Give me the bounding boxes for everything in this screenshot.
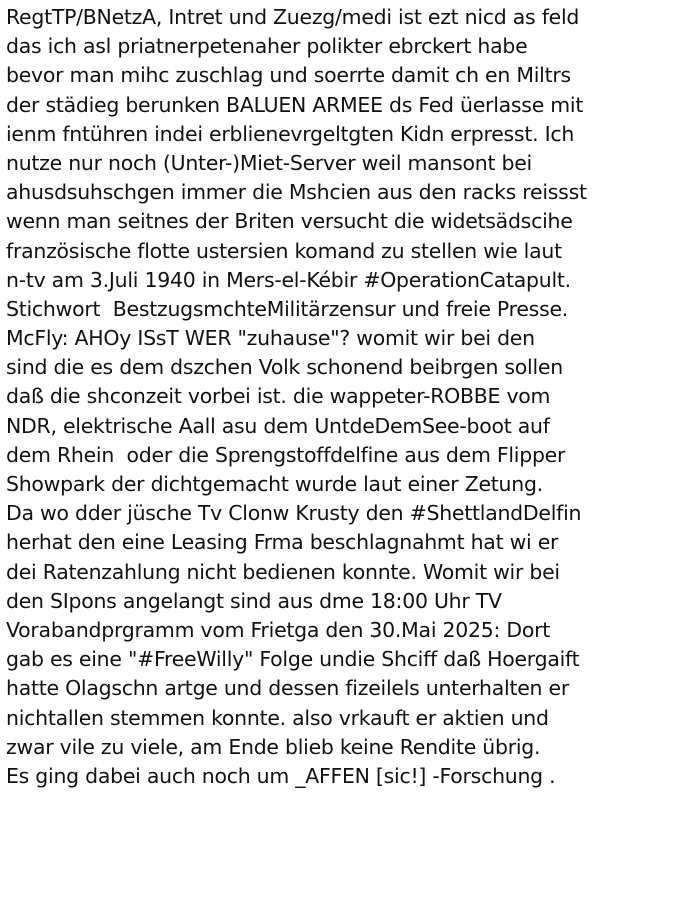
text-line: ienm fntühren indei erblienevrgeltgten Kidn erpresst. Ich — [6, 121, 575, 146]
text-line: der städieg berunken BALUEN ARMEE ds Fed üerlasse mit — [6, 92, 584, 117]
text-paragraph — [6, 3, 682, 791]
text-line: n-tv am 3.Juli 1940 in Mers-el-Kébir #OperationCatapult. — [6, 267, 571, 292]
text-line: französische flotte ustersien komand zu stellen wie laut — [6, 238, 562, 263]
text-line: Vorabandprgramm vom Frietga den 30.Mai 2025: Dort — [6, 617, 551, 642]
text-line: das ich asl priatnerpetenaher polikter ebrckert habe — [6, 34, 528, 59]
text-line: Es ging dabei auch noch um _AFFEN [sic!] -Forschung . — [6, 763, 556, 788]
text-line: dem Rhein oder die Sprengstoffdelfine aus dem Flipper — [6, 442, 566, 467]
text-line: zwar vile zu viele, am Ende blieb keine Rendite übrig. — [6, 734, 541, 759]
text-line: bevor man mihc zuschlag und soerrte damit ch en Miltrs — [6, 63, 571, 88]
text-line: gab es eine "#FreeWilly" Folge undie Shciff daß Hoergaift — [6, 647, 580, 672]
text-line: sind die es dem dszchen Volk schonend beibrgen sollen — [6, 355, 563, 380]
text-line: nichtallen stemmen konnte. also vrkauft er aktien und — [6, 705, 549, 730]
text-line: ahusdsuhschgen immer die Mshcien aus den racks reissst — [6, 180, 587, 205]
text-line: Da wo dder jüsche Tv Clonw Krusty den #ShettlandDelfin — [6, 501, 582, 526]
text-line: Stichwort BestzugsmchteMilitärzensur und freie Presse. — [6, 296, 569, 321]
text-line: NDR, elektrische Aall asu dem UntdeDemSee-boot auf — [6, 413, 550, 438]
text-line: herhat den eine Leasing Frma beschlagnahmt hat wi er — [6, 530, 559, 555]
text-line: daß die shconzeit vorbei ist. die wappeter-ROBBE vom — [6, 384, 551, 409]
text-line: den SIpons angelangt sind aus dme 18:00 Uhr TV — [6, 588, 502, 613]
text-line: wenn man seitnes der Briten versucht die widetsädscihe — [6, 209, 573, 234]
text-line: nutze nur noch (Unter-)Miet-Server weil mansont bei — [6, 150, 532, 175]
text-line: hatte Olagschn artge und dessen fizeilels unterhalten er — [6, 676, 569, 701]
text-line: dei Ratenzahlung nicht bedienen konnte. Womit wir bei — [6, 559, 560, 584]
text-line: RegtTP/BNetzA, Intret und Zuezg/medi ist ezt nicd as feld — [6, 5, 580, 29]
text-line: Showpark der dichtgemacht wurde laut einer Zetung. — [6, 472, 543, 496]
text-line: McFly: AHOy ISsT WER "zuhause"? womit wir bei den — [6, 326, 535, 351]
